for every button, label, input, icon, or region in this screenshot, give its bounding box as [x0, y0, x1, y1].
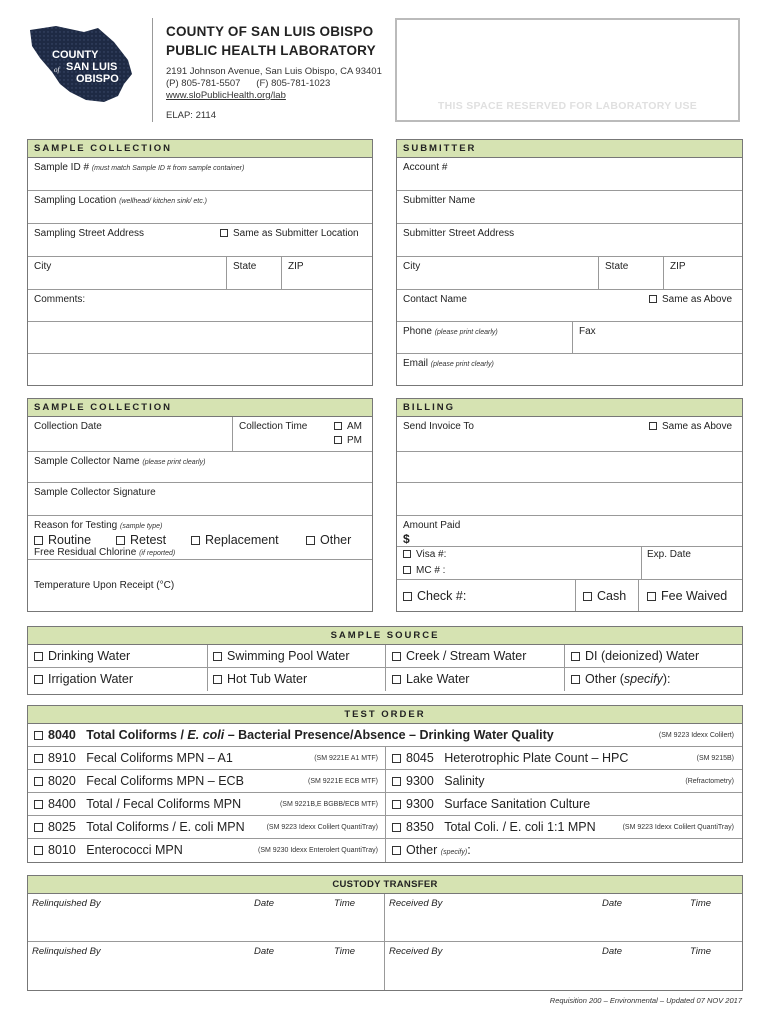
test-name: Enterococci MPN: [86, 843, 183, 857]
invoice-same-as-above-checkbox[interactable]: [649, 421, 732, 432]
collection-date-time-row: [28, 417, 372, 452]
city-label: City: [34, 261, 52, 272]
checkbox-icon: [34, 800, 43, 809]
org-name-line1: COUNTY OF SAN LUIS OBISPO: [166, 24, 374, 39]
time-label: Time: [334, 946, 356, 957]
test-method-ref: (SM 9230 Idexx Enterolert QuantiTray): [258, 847, 378, 854]
checkbox-icon: [392, 823, 401, 832]
cash-checkbox[interactable]: [583, 589, 626, 603]
checkbox-label: Visa #:: [416, 549, 447, 560]
reason-for-testing-row: [28, 516, 372, 560]
divider: [207, 645, 208, 667]
field-note: (sample type): [119, 523, 163, 530]
test-name: Salinity: [444, 774, 485, 788]
checkbox-label: Irrigation Water: [48, 672, 133, 686]
divider: [385, 839, 386, 862]
checkbox-icon: [34, 754, 43, 763]
email-field[interactable]: [397, 354, 742, 386]
test-code: 8045: [406, 751, 434, 765]
sample-collection-panel: [27, 139, 373, 386]
pm-checkbox[interactable]: [334, 435, 362, 446]
field-label: Sample Collector Signature: [34, 487, 156, 498]
creek-stream-checkbox[interactable]: [392, 649, 526, 663]
test-code: 8010: [48, 843, 76, 857]
custody-row[interactable]: [28, 894, 742, 942]
divider: [226, 257, 227, 289]
divider: [385, 793, 386, 815]
lab-reserved-text: THIS SPACE RESERVED FOR LABORATORY USE: [437, 100, 698, 112]
test-8020-checkbox[interactable]: [34, 774, 244, 788]
test-name: Total / Fecal Coliforms MPN: [86, 797, 242, 811]
checkbox-label: Swimming Pool Water: [227, 649, 350, 663]
test-name: Heterotrophic Plate Count – HPC: [444, 751, 629, 765]
date-label: Date: [254, 946, 275, 957]
field-note: (please print clearly): [434, 329, 498, 336]
received-label: Received By: [389, 898, 443, 909]
field-label: Submitter Name: [403, 195, 476, 206]
sample-source-panel: [27, 626, 743, 695]
checkbox-icon: [213, 652, 222, 661]
temperature-field[interactable]: [28, 560, 372, 610]
fee-waived-checkbox[interactable]: [647, 589, 727, 603]
other-note: (specify): [440, 849, 468, 856]
relinquished-label: Relinquished By: [32, 946, 101, 957]
checkbox-label: Lake Water: [406, 672, 470, 686]
test-8910-checkbox[interactable]: [34, 751, 233, 765]
field-note: (wellhead/ kitchen sink/ etc.): [119, 198, 207, 205]
other-source-checkbox[interactable]: [571, 672, 670, 686]
date-label: Date: [602, 898, 623, 909]
contact-same-as-above-checkbox[interactable]: [649, 294, 732, 305]
test-method-ref: (SM 9221E A1 MTF): [314, 755, 378, 762]
logo-line4: OBISPO: [76, 73, 119, 85]
billing-panel: [396, 398, 743, 612]
field-label: Sample ID #: [34, 162, 90, 173]
fax-label: Fax: [579, 326, 596, 337]
checkbox-icon: [392, 800, 401, 809]
checkbox-icon: [34, 846, 43, 855]
checkbox-icon: [116, 536, 125, 545]
test-name-b: E. coli: [187, 728, 225, 742]
test-8040-checkbox[interactable]: [34, 728, 554, 742]
checkbox-icon: [392, 675, 401, 684]
routine-checkbox[interactable]: [34, 533, 91, 547]
test-code: 8350: [406, 820, 434, 834]
test-8040-row[interactable]: [28, 724, 742, 747]
amount-paid-field[interactable]: [397, 516, 742, 547]
field-note: (please print clearly): [142, 459, 206, 466]
checkbox-label: Retest: [130, 533, 167, 547]
submitter-panel: [396, 139, 743, 386]
checkbox-label: Same as Submitter Location: [233, 228, 359, 239]
checkbox-icon: [649, 422, 657, 430]
custody-transfer-panel: [27, 875, 743, 991]
sample-collection-details-panel: [27, 398, 373, 612]
org-address: 2191 Johnson Avenue, San Luis Obispo, CA 93401: [166, 66, 382, 77]
checkbox-label: Creek / Stream Water: [406, 649, 527, 663]
test-method-ref: (SM 9223 Idexx Colilert): [658, 732, 734, 739]
checkbox-icon: [191, 536, 200, 545]
checkbox-label: Drinking Water: [48, 649, 131, 663]
checkbox-icon: [583, 592, 592, 601]
divider: [572, 322, 573, 353]
header-divider: [152, 18, 153, 122]
test-method-ref: (SM 9221E ECB MTF): [307, 778, 378, 785]
divider: [384, 942, 385, 990]
time-label: Time: [334, 898, 356, 909]
test-code: 8910: [48, 751, 76, 765]
checkbox-icon: [34, 675, 43, 684]
comments-field[interactable]: [28, 290, 372, 385]
irrigation-water-checkbox[interactable]: [34, 672, 133, 686]
time-label: Time: [690, 946, 712, 957]
time-label: Time: [690, 898, 712, 909]
checkbox-label: Other (: [585, 672, 624, 686]
test-code: 9300: [406, 774, 434, 788]
checkbox-icon: [334, 422, 342, 430]
divider: [207, 668, 208, 691]
logo-line3: SAN LUIS: [66, 61, 118, 73]
divider: [281, 257, 282, 289]
test-name-a: Total Coliforms /: [86, 728, 188, 742]
org-name-line2: PUBLIC HEALTH LABORATORY: [166, 43, 376, 58]
send-invoice-field[interactable]: [397, 417, 742, 452]
same-as-submitter-checkbox[interactable]: [220, 228, 359, 239]
field-label: Send Invoice To: [403, 421, 474, 432]
field-label: Submitter Street Address: [403, 228, 515, 239]
test-name-c: – Bacterial Presence/Absence – Drinking Water Quality: [224, 728, 554, 742]
field-label: Sampling Location: [34, 195, 117, 206]
exp-date-label: Exp. Date: [647, 549, 691, 560]
source-row-2: [28, 668, 742, 691]
checkbox-label: Same as Above: [662, 294, 733, 305]
checkbox-icon: [571, 652, 580, 661]
drinking-water-checkbox[interactable]: [34, 649, 130, 663]
checkbox-icon: [571, 675, 580, 684]
section-header: SAMPLE COLLECTION: [28, 399, 372, 417]
sampling-street-field[interactable]: [28, 224, 372, 257]
date-label: Date: [602, 946, 623, 957]
test-code: 8040: [48, 728, 76, 742]
custody-row[interactable]: [28, 942, 742, 990]
section-header: SUBMITTER: [397, 140, 742, 158]
divider: [598, 257, 599, 289]
checkbox-icon: [306, 536, 315, 545]
field-note: (must match Sample ID # from sample container): [91, 165, 245, 172]
test-method-ref: (SM 9223 Idexx Colilert QuantiTray): [622, 824, 734, 831]
zip-label: ZIP: [670, 261, 686, 272]
divider: [385, 770, 386, 792]
section-header: SAMPLE COLLECTION: [28, 140, 372, 158]
checkbox-icon: [34, 777, 43, 786]
other-colon: :: [467, 843, 471, 857]
test-code: 8025: [48, 820, 76, 834]
checkbox-label: DI (deionized) Water: [585, 649, 700, 663]
test-row: [28, 793, 742, 816]
relinquished-label: Relinquished By: [32, 898, 101, 909]
divider: [641, 547, 642, 579]
test-8350-checkbox[interactable]: [392, 820, 596, 834]
submitter-city-row: [397, 257, 742, 290]
field-label: Sample Collector Name: [34, 456, 140, 467]
checkbox-icon: [334, 436, 342, 444]
checkbox-label: PM: [347, 435, 362, 446]
county-logo: [26, 22, 138, 104]
test-method-ref: (SM 9215B): [696, 755, 734, 762]
state-label: State: [233, 261, 257, 272]
field-label: Temperature Upon Receipt (°C): [34, 580, 175, 591]
field-note: (if reported): [139, 550, 176, 557]
contact-name-field[interactable]: [397, 290, 742, 322]
chlorine-label: Free Residual Chlorine: [34, 547, 137, 558]
collector-signature-field[interactable]: [28, 483, 372, 516]
divider: [232, 417, 233, 451]
test-name: Total Coli. / E. coli 1:1 MPN: [444, 820, 596, 834]
section-header: BILLING: [397, 399, 742, 417]
replacement-checkbox[interactable]: [191, 533, 279, 547]
divider: [575, 580, 576, 611]
divider: [28, 353, 372, 354]
mastercard-checkbox[interactable]: [403, 565, 445, 576]
checkbox-label: Cash: [597, 589, 627, 603]
test-method-ref: (SM 9223 Idexx Colilert QuantiTray): [266, 824, 378, 831]
swimming-pool-checkbox[interactable]: [213, 649, 350, 663]
test-row: [28, 816, 742, 839]
retest-checkbox[interactable]: [116, 533, 166, 547]
collection-time-label: Collection Time: [239, 421, 308, 432]
test-row: [28, 839, 742, 862]
divider: [385, 668, 386, 691]
test-name: Fecal Coliforms MPN – ECB: [86, 774, 244, 788]
field-label: Contact Name: [403, 294, 467, 305]
checkbox-label: Replacement: [205, 533, 279, 547]
org-phone-fax: (P) 805-781-5507 (F) 805-781-1023: [166, 78, 331, 89]
dollar-sign: $: [403, 532, 410, 546]
city-label: City: [403, 261, 421, 272]
invoice-address-field[interactable]: [397, 452, 742, 483]
form-footer: Requisition 200 – Environmental – Updated 07 NOV 2017: [549, 996, 742, 1005]
test-row: [28, 770, 742, 793]
divider: [28, 321, 372, 322]
lab-reserved-box: [395, 18, 740, 122]
divider: [638, 580, 639, 611]
checkbox-icon: [34, 536, 43, 545]
logo-line2: of: [54, 66, 60, 74]
checkbox-label: Check #:: [417, 589, 467, 603]
section-header: SAMPLE SOURCE: [28, 627, 742, 645]
divider: [384, 894, 385, 941]
other-reason-checkbox[interactable]: [306, 533, 351, 547]
checkbox-icon: [403, 550, 411, 558]
checkbox-icon: [34, 652, 43, 661]
logo-line1: COUNTY: [52, 49, 99, 61]
check-checkbox[interactable]: [403, 589, 466, 603]
test-9300-checkbox[interactable]: [392, 797, 590, 811]
test-name: Fecal Coliforms MPN – A1: [86, 751, 233, 765]
checkbox-icon: [392, 754, 401, 763]
account-field[interactable]: [397, 158, 742, 191]
sample-id-field[interactable]: [28, 158, 372, 191]
divider: [663, 257, 664, 289]
test-code: 8020: [48, 774, 76, 788]
received-label: Received By: [389, 946, 443, 957]
checkbox-label: AM: [347, 421, 362, 432]
other-end: ):: [662, 672, 671, 686]
checkbox-label: Fee Waived: [661, 589, 728, 603]
state-label: State: [605, 261, 629, 272]
phone-label: Phone: [403, 326, 432, 337]
lake-water-checkbox[interactable]: [392, 672, 469, 686]
field-note: (please print clearly): [430, 361, 494, 368]
test-8045-checkbox[interactable]: [392, 751, 628, 765]
test-8025-checkbox[interactable]: [34, 820, 245, 834]
card-row: [397, 547, 742, 580]
section-header: CUSTODY TRANSFER: [28, 876, 742, 894]
visa-checkbox[interactable]: [403, 549, 446, 560]
other-label: Other: [406, 843, 438, 857]
checkbox-label: Routine: [48, 533, 92, 547]
checkbox-icon: [403, 592, 412, 601]
collection-date-label: Collection Date: [34, 421, 102, 432]
am-checkbox[interactable]: [334, 421, 362, 432]
divider: [385, 816, 386, 838]
divider: [564, 645, 565, 667]
divider: [564, 668, 565, 691]
checkbox-icon: [392, 652, 401, 661]
hot-tub-checkbox[interactable]: [213, 672, 307, 686]
checkbox-icon: [213, 675, 222, 684]
sampling-location-field[interactable]: [28, 191, 372, 224]
checkbox-label: Other: [320, 533, 352, 547]
sample-city-row: [28, 257, 372, 290]
divider: [385, 747, 386, 769]
test-order-panel: [27, 705, 743, 863]
date-label: Date: [254, 898, 275, 909]
checkbox-icon: [403, 566, 411, 574]
test-8400-checkbox[interactable]: [34, 797, 241, 811]
invoice-address-field-2[interactable]: [397, 483, 742, 516]
zip-label: ZIP: [288, 261, 304, 272]
checkbox-icon: [34, 823, 43, 832]
other-test-checkbox[interactable]: [392, 843, 471, 857]
test-8010-checkbox[interactable]: [34, 843, 183, 857]
checkbox-label: MC # :: [416, 565, 446, 576]
payment-method-row: [397, 580, 742, 611]
test-method-ref: (Refractometry): [685, 778, 734, 785]
org-website-link[interactable]: www.sloPublicHealth.org/lab: [166, 90, 286, 101]
source-row-1: [28, 645, 742, 668]
submitter-street-field[interactable]: [397, 224, 742, 257]
field-label: Reason for Testing: [34, 520, 118, 531]
test-name: Surface Sanitation Culture: [444, 797, 591, 811]
field-label: Amount Paid: [403, 520, 461, 531]
test-code: 8400: [48, 797, 76, 811]
checkbox-icon: [392, 777, 401, 786]
test-code: 9300: [406, 797, 434, 811]
test-method-ref: (SM 9221B,E BGBB/ECB MTF): [279, 801, 378, 808]
field-label: Sampling Street Address: [34, 228, 145, 239]
email-label: Email: [403, 358, 429, 369]
divider: [385, 645, 386, 667]
checkbox-icon: [34, 731, 43, 740]
section-header: TEST ORDER: [28, 706, 742, 724]
phone-fax-row: [397, 322, 742, 354]
elap-number: ELAP: 2114: [166, 110, 217, 121]
checkbox-label: Same as Above: [662, 421, 733, 432]
other-specify: specify: [623, 672, 663, 686]
test-row: [28, 747, 742, 770]
checkbox-icon: [392, 846, 401, 855]
submitter-name-field[interactable]: [397, 191, 742, 224]
collector-name-field[interactable]: [28, 452, 372, 483]
test-name: Total Coliforms / E. coli MPN: [86, 820, 245, 834]
di-water-checkbox[interactable]: [571, 649, 699, 663]
test-9300-checkbox[interactable]: [392, 774, 485, 788]
checkbox-label: Hot Tub Water: [227, 672, 308, 686]
field-label: Account #: [403, 162, 448, 173]
comments-label: Comments:: [34, 294, 86, 305]
checkbox-icon: [647, 592, 656, 601]
checkbox-icon: [220, 229, 228, 237]
checkbox-icon: [649, 295, 657, 303]
